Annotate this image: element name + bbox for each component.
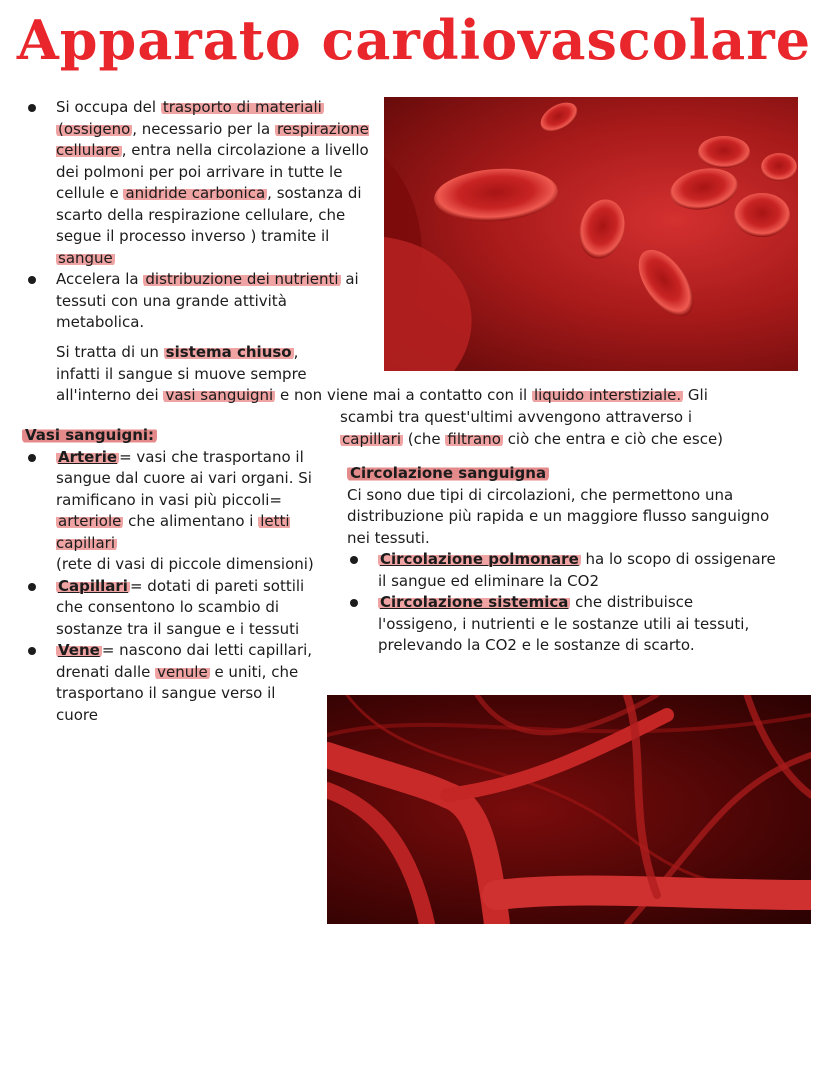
- text: e non viene mai a contatto con il: [275, 386, 532, 404]
- text: , sostanza di scarto della respirazione cellulare, che segue il processo inverso ) tramite il: [56, 184, 362, 245]
- highlight-trasporto: trasporto di materiali: [162, 98, 322, 116]
- circolazione-section: [347, 463, 777, 657]
- highlight-liquido-interstiziale: liquido interstiziale.: [533, 386, 682, 404]
- highlight-filtrano: filtrano: [447, 429, 501, 448]
- circolazione-heading-text: Circolazione sanguigna: [347, 464, 549, 482]
- vasi-item-capillari: [56, 576, 322, 641]
- sistema-chiuso-paragraph: [56, 342, 356, 385]
- highlight-sangue: sangue: [58, 248, 113, 267]
- highlight-nutrienti: distribuzione dei nutrienti: [145, 270, 339, 288]
- text: ciò che entra e ciò che esce): [502, 429, 724, 448]
- text: all'interno dei: [56, 386, 164, 404]
- text: infatti il sangue si muove sempre: [56, 364, 307, 383]
- vasi-sanguigni-section: [22, 425, 322, 726]
- vasi-heading-text: Vasi sanguigni:: [22, 426, 157, 444]
- text: ,: [293, 343, 299, 361]
- highlight-venule: venule: [157, 662, 208, 681]
- circolazione-heading: [347, 463, 777, 485]
- polmonare-term: Circolazione polmonare: [380, 550, 579, 568]
- blood-vessels-image: [327, 695, 811, 924]
- text: Si occupa del: [56, 98, 161, 116]
- highlight-sistema-chiuso: sistema chiuso: [165, 343, 292, 361]
- vasi-item-vene: [56, 640, 322, 726]
- text: ai tessuti con una grande attività metabolica.: [56, 270, 359, 331]
- blood-cells-illustration: [384, 97, 798, 371]
- highlight-anidride: anidride carbonica: [125, 184, 266, 202]
- sistemica-term: Circolazione sistemica: [380, 593, 569, 611]
- intro-item-trasporto: [56, 97, 374, 269]
- text: Si tratta di un: [56, 343, 164, 361]
- text: = vasi che trasportano il sangue dal cuore ai vari organi. Si ramificano in vasi più piccoli=: [56, 447, 312, 509]
- capillari-term: Capillari: [58, 576, 128, 595]
- text: , necessario per la: [132, 119, 271, 138]
- text: Gli: [683, 386, 708, 404]
- intro-item-nutrienti: [56, 269, 374, 334]
- text: e uniti, che trasportano il sangue verso il cuore: [56, 662, 299, 724]
- text: = nascono dai letti capillari, drenati dalle: [56, 641, 313, 681]
- text: Accelera la: [56, 270, 144, 288]
- scambi-line: [340, 407, 810, 450]
- circolazione-text: Ci sono due tipi di circolazioni, che permettono una distribuzione più rapida e un maggiore flusso sanguigno nei tessuti.: [347, 485, 770, 547]
- intro-list: [56, 97, 374, 334]
- red-blood-cells-image: [384, 97, 798, 371]
- highlight-capillari: capillari: [342, 429, 401, 448]
- highlight-ossigeno: (ossigeno: [58, 119, 131, 138]
- interstiziale-line: [56, 385, 776, 407]
- arterie-term: Arterie: [58, 447, 118, 466]
- circolazione-item-sistemica: [378, 592, 777, 657]
- text: (rete di vasi di piccole dimensioni): [56, 555, 314, 573]
- text: che alimentano i: [123, 512, 259, 530]
- highlight-vasi-sanguigni: vasi sanguigni: [165, 386, 274, 404]
- text: scambi tra quest'ultimi avvengono attraverso i: [340, 408, 693, 426]
- text: , entra nella circolazione a livello dei polmoni per poi arrivare in tutte le cellule e: [56, 141, 369, 202]
- text: che distribuisce l'ossigeno, i nutrienti e le sostanze utili ai tessuti, prelevando la CO2 e le sostanze di scarto.: [378, 593, 750, 654]
- page-title: Apparato cardiovascolare: [16, 8, 812, 72]
- text: = dotati di pareti sottili che consentono lo scambio di sostanze tra il sangue e i tessuti: [56, 576, 305, 638]
- text: ha lo scopo di ossigenare il sangue ed eliminare la CO2: [378, 550, 776, 590]
- vessels-illustration: [327, 695, 811, 924]
- vene-term: Vene: [58, 641, 100, 659]
- circolazione-item-polmonare: [378, 549, 777, 592]
- text: (che: [403, 429, 446, 448]
- vasi-item-arterie: [56, 447, 322, 576]
- highlight-respirazione: respirazione cellulare: [56, 119, 369, 159]
- vasi-heading: [22, 425, 322, 447]
- highlight-arteriole: arteriole: [58, 512, 122, 530]
- highlight-letti-capillari: letti capillari: [56, 512, 290, 552]
